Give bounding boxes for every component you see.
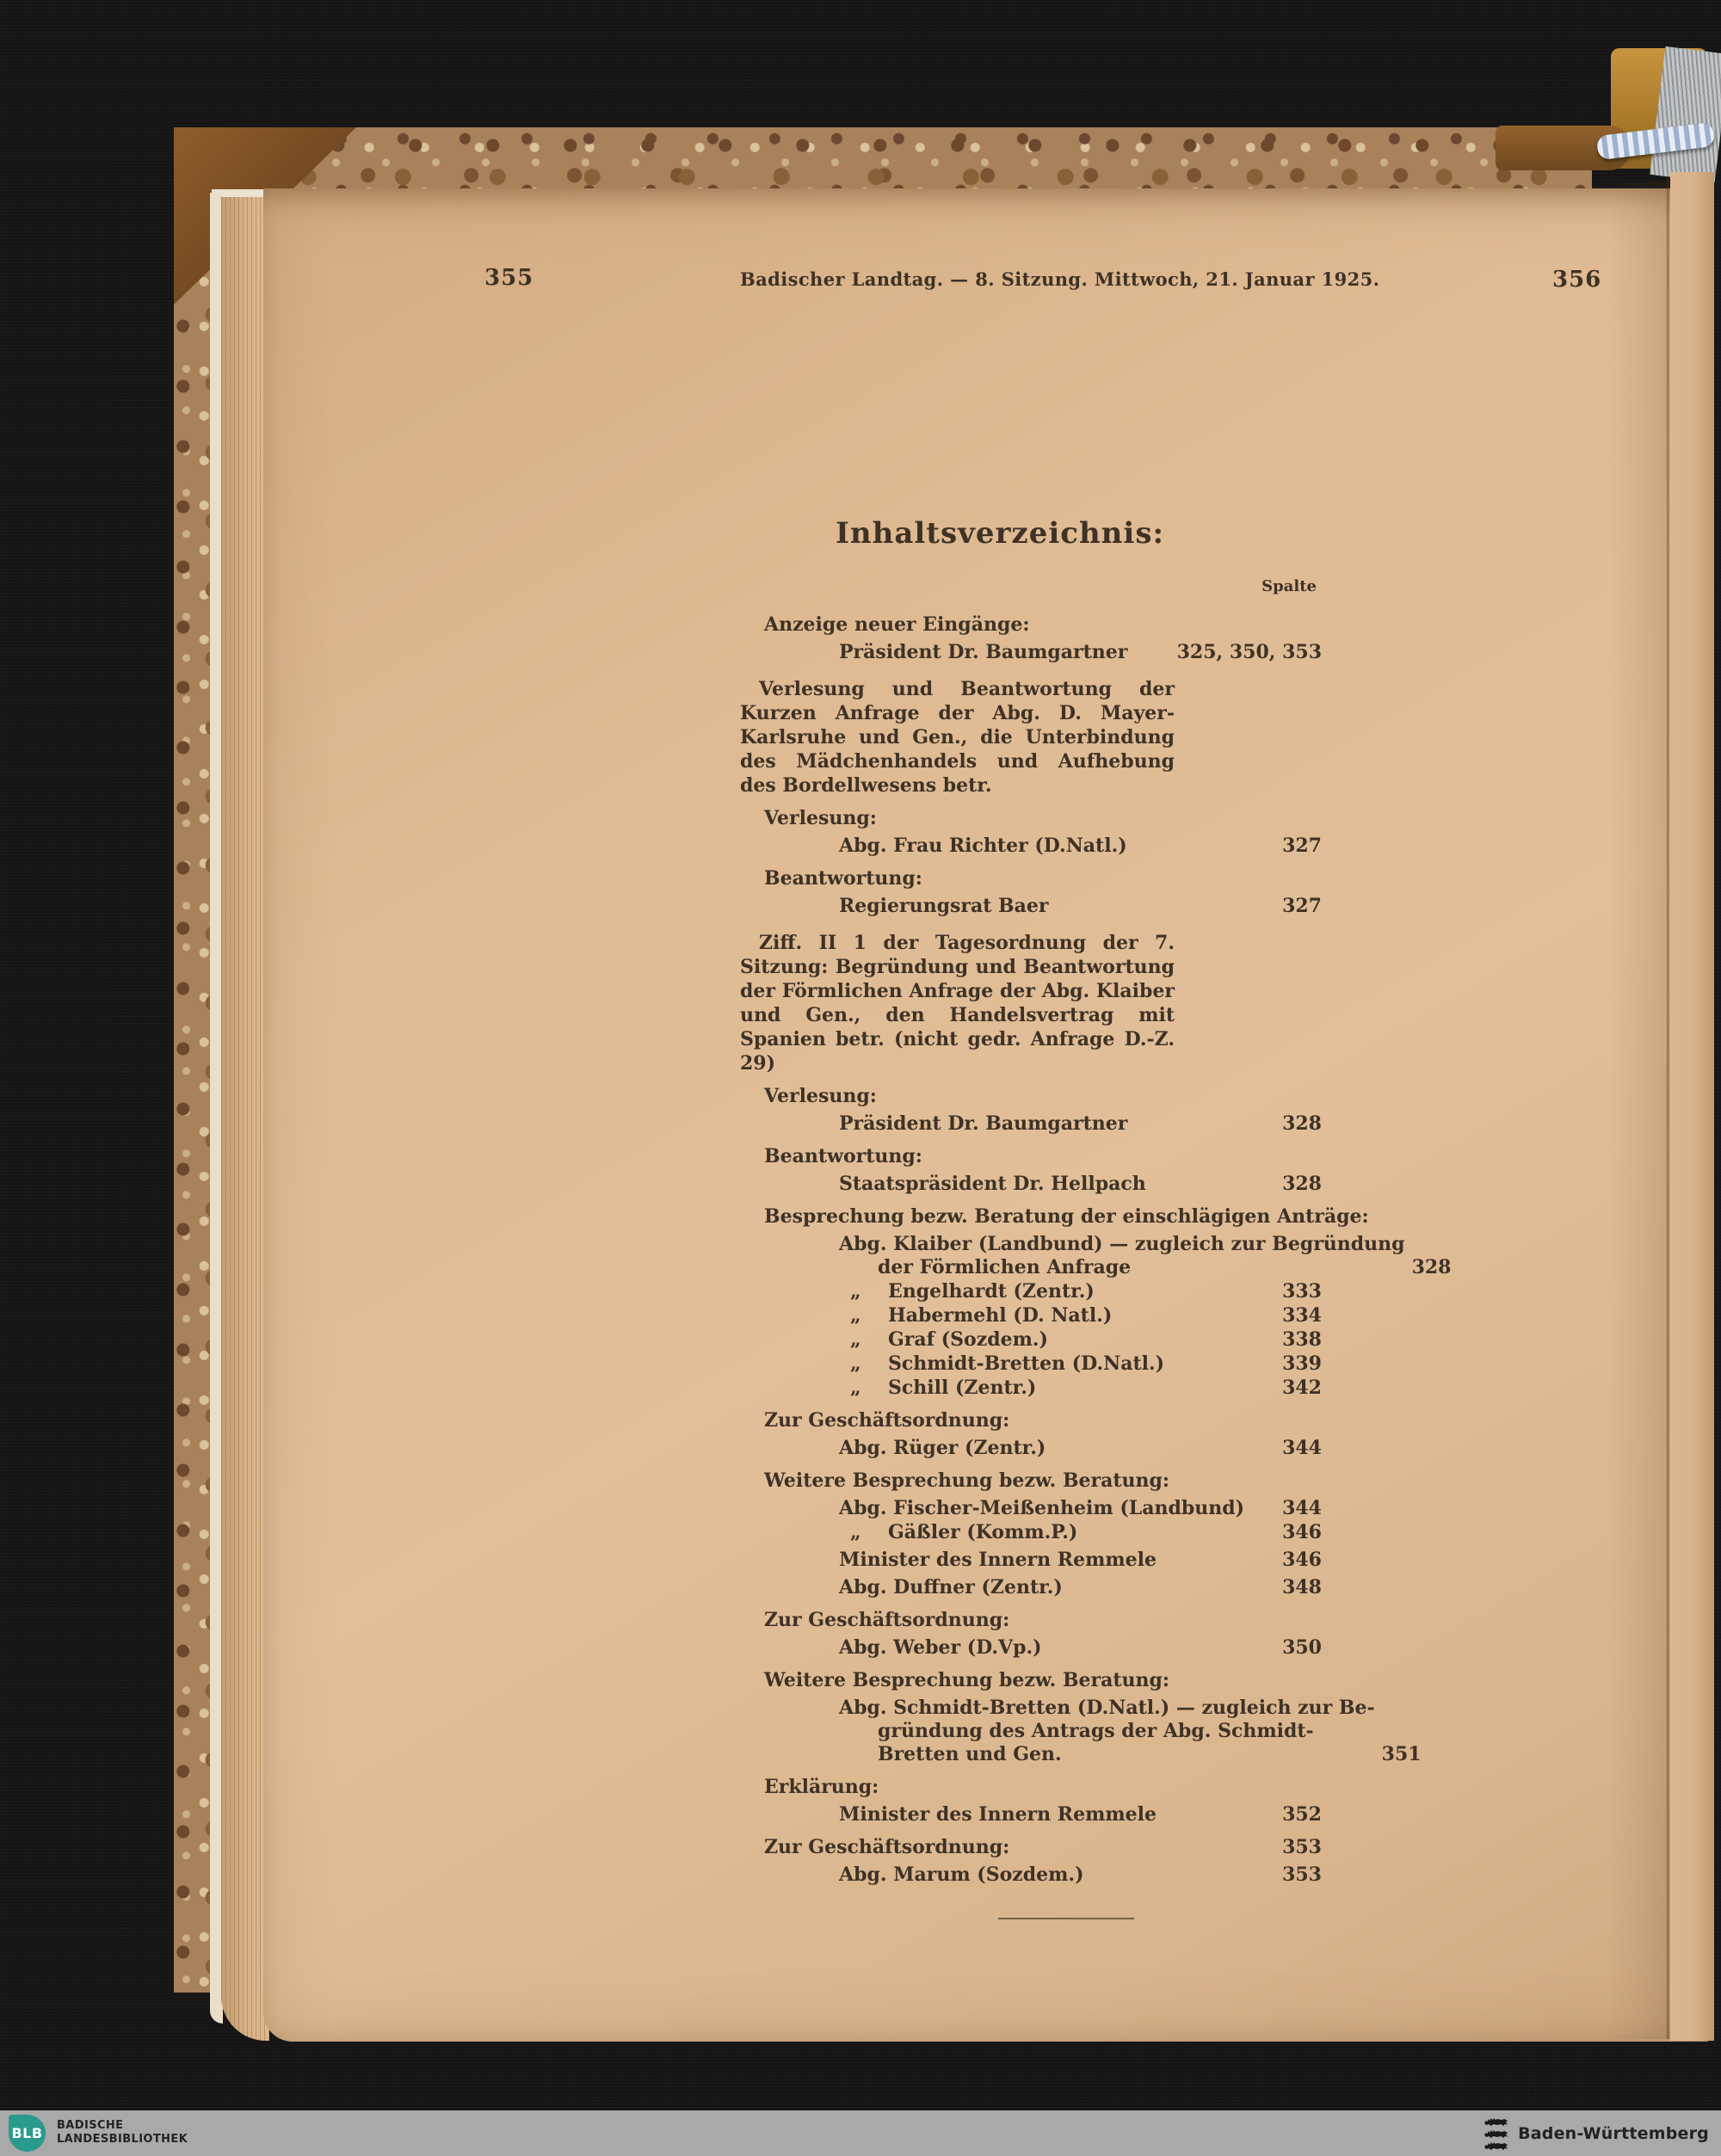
book-cover-top-marbled-edge: [174, 127, 1592, 193]
toc-row-h1: [740, 867, 1322, 890]
column-number-value: 334: [1282, 1304, 1322, 1327]
end-divider-rule: [998, 1918, 1134, 1919]
toc-entry-text: Weitere Besprechung bezw. Beratung:: [764, 1469, 1170, 1492]
toc-row-item: [740, 1803, 1322, 1826]
toc-row-item: [740, 1497, 1322, 1520]
blb-logo: [9, 2115, 46, 2152]
toc-entry-text: Weitere Besprechung bezw. Beratung:: [764, 1669, 1170, 1691]
toc-rows: [740, 613, 1452, 1887]
ditto-mark: „: [850, 1521, 861, 1543]
ditto-mark: „: [850, 1352, 861, 1375]
toc-row-h1: [740, 1409, 1322, 1432]
toc-entry-text: Abg. Duffner (Zentr.): [839, 1576, 1063, 1599]
ditto-mark: „: [850, 1328, 861, 1351]
toc-entry-text: Abg. Marum (Sozdem.): [839, 1863, 1084, 1886]
toc-entry-text: Zur Geschäftsordnung:: [764, 1609, 1010, 1631]
column-number-value: 346: [1282, 1549, 1322, 1571]
toc-entry-text: „ Graf (Sozdem.): [850, 1328, 1048, 1351]
toc-row-item: [740, 1636, 1322, 1660]
library-name: [57, 2119, 188, 2147]
toc-entry-text: Abg. Fischer-Meißenheim (Landbund): [839, 1497, 1245, 1519]
column-header-spalte: Spalte: [1261, 577, 1317, 595]
toc-row-h1: [740, 1776, 1322, 1799]
toc-entry-text: Abg. Rüger (Zentr.): [839, 1437, 1046, 1459]
toc-entry-text: Präsident Dr. Baumgartner: [839, 641, 1128, 663]
toc-entry-text: Abg. Weber (D.Vp.): [839, 1636, 1042, 1659]
toc-entry-text: Verlesung:: [764, 1085, 877, 1107]
page-gutter-seam: [1666, 176, 1670, 2039]
state-label: Baden-Württemberg: [1518, 2123, 1709, 2143]
toc-row-item: [740, 1437, 1322, 1460]
toc-entry-text: „ Schmidt-Bretten (D.Natl.): [850, 1352, 1165, 1375]
toc-row-item: [740, 1549, 1322, 1572]
column-number-value: 328: [1282, 1173, 1322, 1195]
toc-row-item: [740, 1173, 1322, 1196]
toc-row-para: [740, 931, 1322, 1075]
toc-row-h1: [740, 807, 1322, 830]
toc-entry-text: Ziff. II 1 der Tagesordnung der 7. Sitzung: Begründung und Beantwortung der Förmlichen Anfrage der Abg. Klaiber und Gen., den Handelsvertrag mit Spanien betr. (nicht gedr. Anfrage D.-Z. 29): [740, 932, 1175, 1075]
toc-row-h1: [740, 613, 1322, 637]
toc-entry-text: Abg. Klaiber (Landbund) — zugleich zur Begründung der Förmlichen Anfrage: [839, 1233, 1405, 1278]
toc-entry-text: Anzeige neuer Eingänge:: [764, 613, 1030, 636]
toc-entry-text: Abg. Frau Richter (D.Natl.): [839, 835, 1127, 857]
column-number-value: 342: [1282, 1377, 1322, 1399]
toc-entry-text: „ Habermehl (D. Natl.): [850, 1304, 1113, 1327]
page-gutter-shadow: [1607, 181, 1668, 2039]
toc-row-item: [740, 835, 1322, 858]
toc-row-item-wrap: [740, 1233, 1452, 1279]
toc-entry-text: Verlesung:: [764, 807, 877, 829]
column-number-value: 325, 350, 353: [1176, 641, 1322, 663]
column-number-value: 333: [1282, 1280, 1322, 1303]
running-header: Badischer Landtag. — 8. Sitzung. Mittwoch, 21. Januar 1925.: [740, 268, 1380, 290]
library-name-line2: LANDESBIBLIOTHEK: [57, 2133, 188, 2146]
book-cover-left-marbled-edge: [174, 127, 212, 1993]
library-name-line1: BADISCHE: [57, 2119, 124, 2132]
toc-row-item-q: [740, 1328, 1322, 1352]
ditto-mark: „: [850, 1280, 861, 1303]
toc-row-h1: [740, 1609, 1322, 1632]
toc-row-item: [740, 1863, 1322, 1887]
toc-row-item: [740, 641, 1322, 664]
toc-entry-text: Beantwortung:: [764, 867, 922, 890]
toc-entry-text: Beantwortung:: [764, 1145, 922, 1167]
column-number-value: 328: [1282, 1112, 1322, 1135]
toc-entry-text: Zur Geschäftsordnung:: [764, 1409, 1010, 1432]
facing-page-edge: [1670, 172, 1714, 2041]
column-number-value: 344: [1282, 1437, 1322, 1459]
column-number-value: 350: [1282, 1636, 1322, 1659]
toc-row-h1: [740, 1669, 1322, 1692]
column-number-value: 328: [1411, 1256, 1452, 1278]
column-number-value: 352: [1282, 1803, 1322, 1826]
toc-row-item: [740, 895, 1322, 918]
table-of-contents: [740, 575, 1452, 1919]
column-number-value: 353: [1282, 1836, 1322, 1858]
column-number-value: 346: [1282, 1521, 1322, 1543]
toc-row-item-q: [740, 1352, 1322, 1376]
ditto-mark: „: [850, 1377, 861, 1399]
toc-row-item-wrap: [740, 1697, 1422, 1766]
toc-row-h1: [740, 1836, 1322, 1859]
toc-row-para: [740, 677, 1322, 798]
toc-row-h1: [740, 1205, 1369, 1229]
toc-row-item: [740, 1112, 1322, 1136]
toc-row-item-q: [740, 1377, 1322, 1400]
toc-entry-text: „ Schill (Zentr.): [850, 1377, 1037, 1399]
column-number-value: 344: [1282, 1497, 1322, 1519]
column-number-left: 355: [484, 265, 534, 291]
toc-entry-text: Abg. Schmidt-Bretten (D.Natl.) — zugleich zur Be- gründung des Antrags der Abg. Schmidt- Bretten und Gen.: [839, 1697, 1375, 1765]
ditto-mark: „: [850, 1304, 861, 1327]
toc-row-item-q: [740, 1304, 1322, 1327]
toc-entry-text: Zur Geschäftsordnung:: [764, 1836, 1010, 1858]
toc-entry-text: „ Gäßler (Komm.P.): [850, 1521, 1078, 1543]
toc-entry-text: Regierungsrat Baer: [839, 895, 1049, 917]
toc-entry-text: Staatspräsident Dr. Hellpach: [839, 1173, 1146, 1195]
column-number-value: 327: [1282, 835, 1322, 857]
toc-row-h1: [740, 1085, 1322, 1108]
column-number-value: 351: [1381, 1743, 1422, 1765]
column-number-value: 338: [1282, 1328, 1322, 1351]
state-brand: [1484, 2110, 1709, 2156]
toc-row-item: [740, 1576, 1322, 1599]
toc-entry-text: „ Engelhardt (Zentr.): [850, 1280, 1095, 1303]
library-footer-bar: [0, 2110, 1721, 2156]
toc-entry-text: Minister des Innern Remmele: [839, 1803, 1157, 1826]
column-number-value: 348: [1282, 1576, 1322, 1599]
baden-wuerttemberg-lions-icon: [1484, 2116, 1509, 2152]
page-title: Inhaltsverzeichnis:: [835, 516, 1165, 551]
toc-row-item-q: [740, 1280, 1322, 1303]
toc-row-item-q: [740, 1521, 1322, 1544]
toc-entry-text: Verlesung und Beantwortung der Kurzen Anfrage der Abg. D. Mayer-Karlsruhe und Gen., die Unterbindung des Mädchenhandels und Aufhebung des Bordellwesens betr.: [740, 678, 1175, 797]
toc-entry-text: Erklärung:: [764, 1776, 879, 1798]
page-stack-left-edge: [221, 197, 269, 2041]
column-number-value: 353: [1282, 1863, 1322, 1886]
column-number-value: 327: [1282, 895, 1322, 917]
column-number-value: 339: [1282, 1352, 1322, 1375]
toc-entry-text: Präsident Dr. Baumgartner: [839, 1112, 1128, 1135]
column-number-right: 356: [1552, 267, 1602, 293]
toc-row-h1: [740, 1145, 1322, 1168]
toc-entry-text: Minister des Innern Remmele: [839, 1549, 1157, 1571]
toc-entry-text: Besprechung bezw. Beratung der einschlägigen Anträge:: [764, 1205, 1369, 1228]
blb-logo-text: BLB: [11, 2125, 43, 2141]
toc-row-h1: [740, 1469, 1322, 1493]
